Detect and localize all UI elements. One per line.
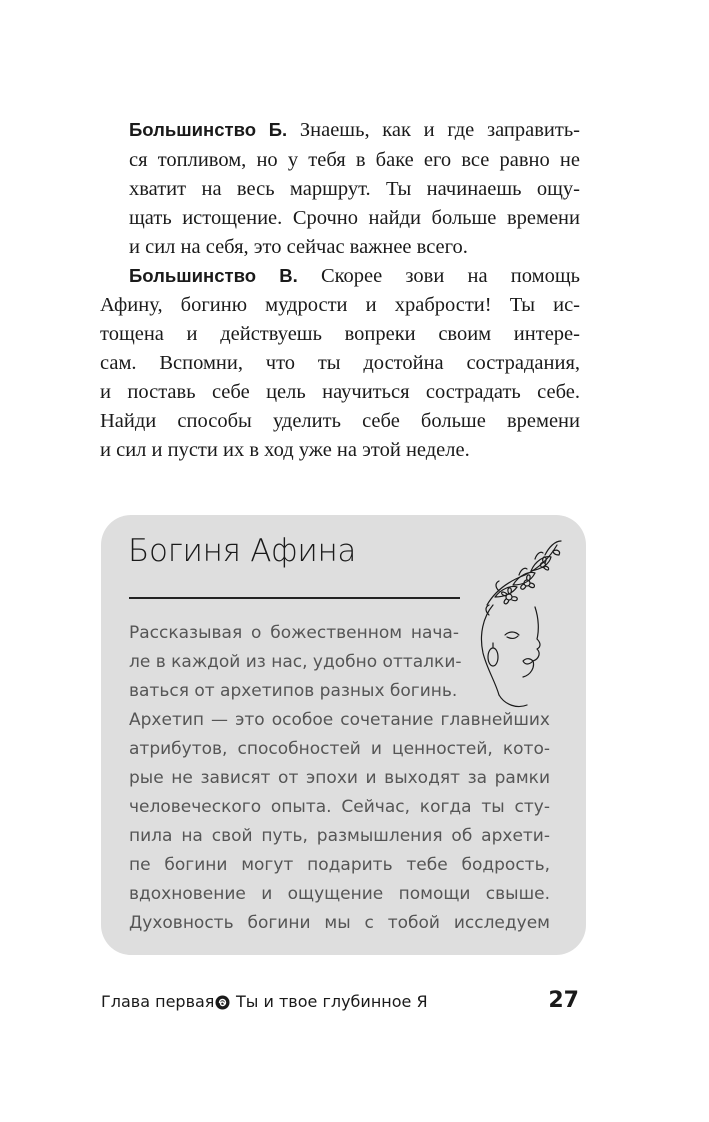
paragraph-line: ся топливом, но у тебя в баке его все равно не xyxy=(129,149,580,171)
spiral-bullet-icon xyxy=(215,995,230,1010)
footer-section: Ты и твое глубинное Я xyxy=(236,992,428,1011)
paragraph-line: Большинство Б. Знаешь, как и где заправить- xyxy=(129,119,580,141)
paragraph-line: хватит на весь маршрут. Ты начинаешь ощу- xyxy=(129,178,580,200)
sidebar-text-line: пила на свой путь, размышления об архети- xyxy=(129,826,550,846)
goddess-face-with-flowers-icon xyxy=(465,535,575,710)
footer-chapter: Глава первая xyxy=(101,992,215,1011)
sidebar-text-line: пе богини могут подарить тебе бодрость, xyxy=(129,855,550,875)
paragraph-label: Большинство Б. xyxy=(129,119,288,140)
paragraph-line: Найди способы уделить себе больше времени xyxy=(100,410,580,432)
sidebar-title: Богиня Афина xyxy=(128,533,357,569)
paragraph-line: Афину, богиню мудрости и храбрости! Ты ис- xyxy=(100,294,580,316)
sidebar-text-line: рые не зависят от эпохи и выходят за рамки xyxy=(129,768,550,788)
paragraph-line: и сил и пусти их в ход уже на этой неделе. xyxy=(100,439,470,461)
sidebar-title-divider xyxy=(129,597,460,599)
sidebar-text-line: человеческого опыта. Сейчас, когда ты сту- xyxy=(129,797,550,817)
sidebar-text-line: вдохновение и ощущение помощи свыше. xyxy=(129,884,550,904)
sidebar-text-line: атрибутов, способностей и ценностей, кото- xyxy=(129,739,550,759)
sidebar-text-line: Духовность богини мы с тобой исследуем xyxy=(129,913,550,933)
paragraph-line: сам. Вспомни, что ты достойна сострадания, xyxy=(100,352,580,374)
page-number: 27 xyxy=(548,988,579,1013)
paragraph-line: и поставь себе цель научиться сострадать себе. xyxy=(100,381,580,403)
paragraph-label: Большинство В. xyxy=(129,265,298,286)
sidebar-text-line: Рассказывая о божественном нача- xyxy=(129,623,459,643)
sidebar-text-line: Архетип — это особое сочетание главнейших xyxy=(129,710,550,730)
paragraph-line: Большинство В. Скорее зови на помощь xyxy=(129,265,580,287)
paragraph-line: и сил на себя, это сейчас важнее всего. xyxy=(129,236,468,258)
page-footer xyxy=(101,988,579,1018)
sidebar-text-line: ле в каждой из нас, удобно отталки- xyxy=(129,652,462,672)
paragraph-line: щать истощение. Срочно найди больше времени xyxy=(129,207,580,229)
sidebar-text-line: ваться от архетипов разных богинь. xyxy=(129,681,458,701)
paragraph-line: тощена и действуешь вопреки своим интере- xyxy=(100,323,580,345)
